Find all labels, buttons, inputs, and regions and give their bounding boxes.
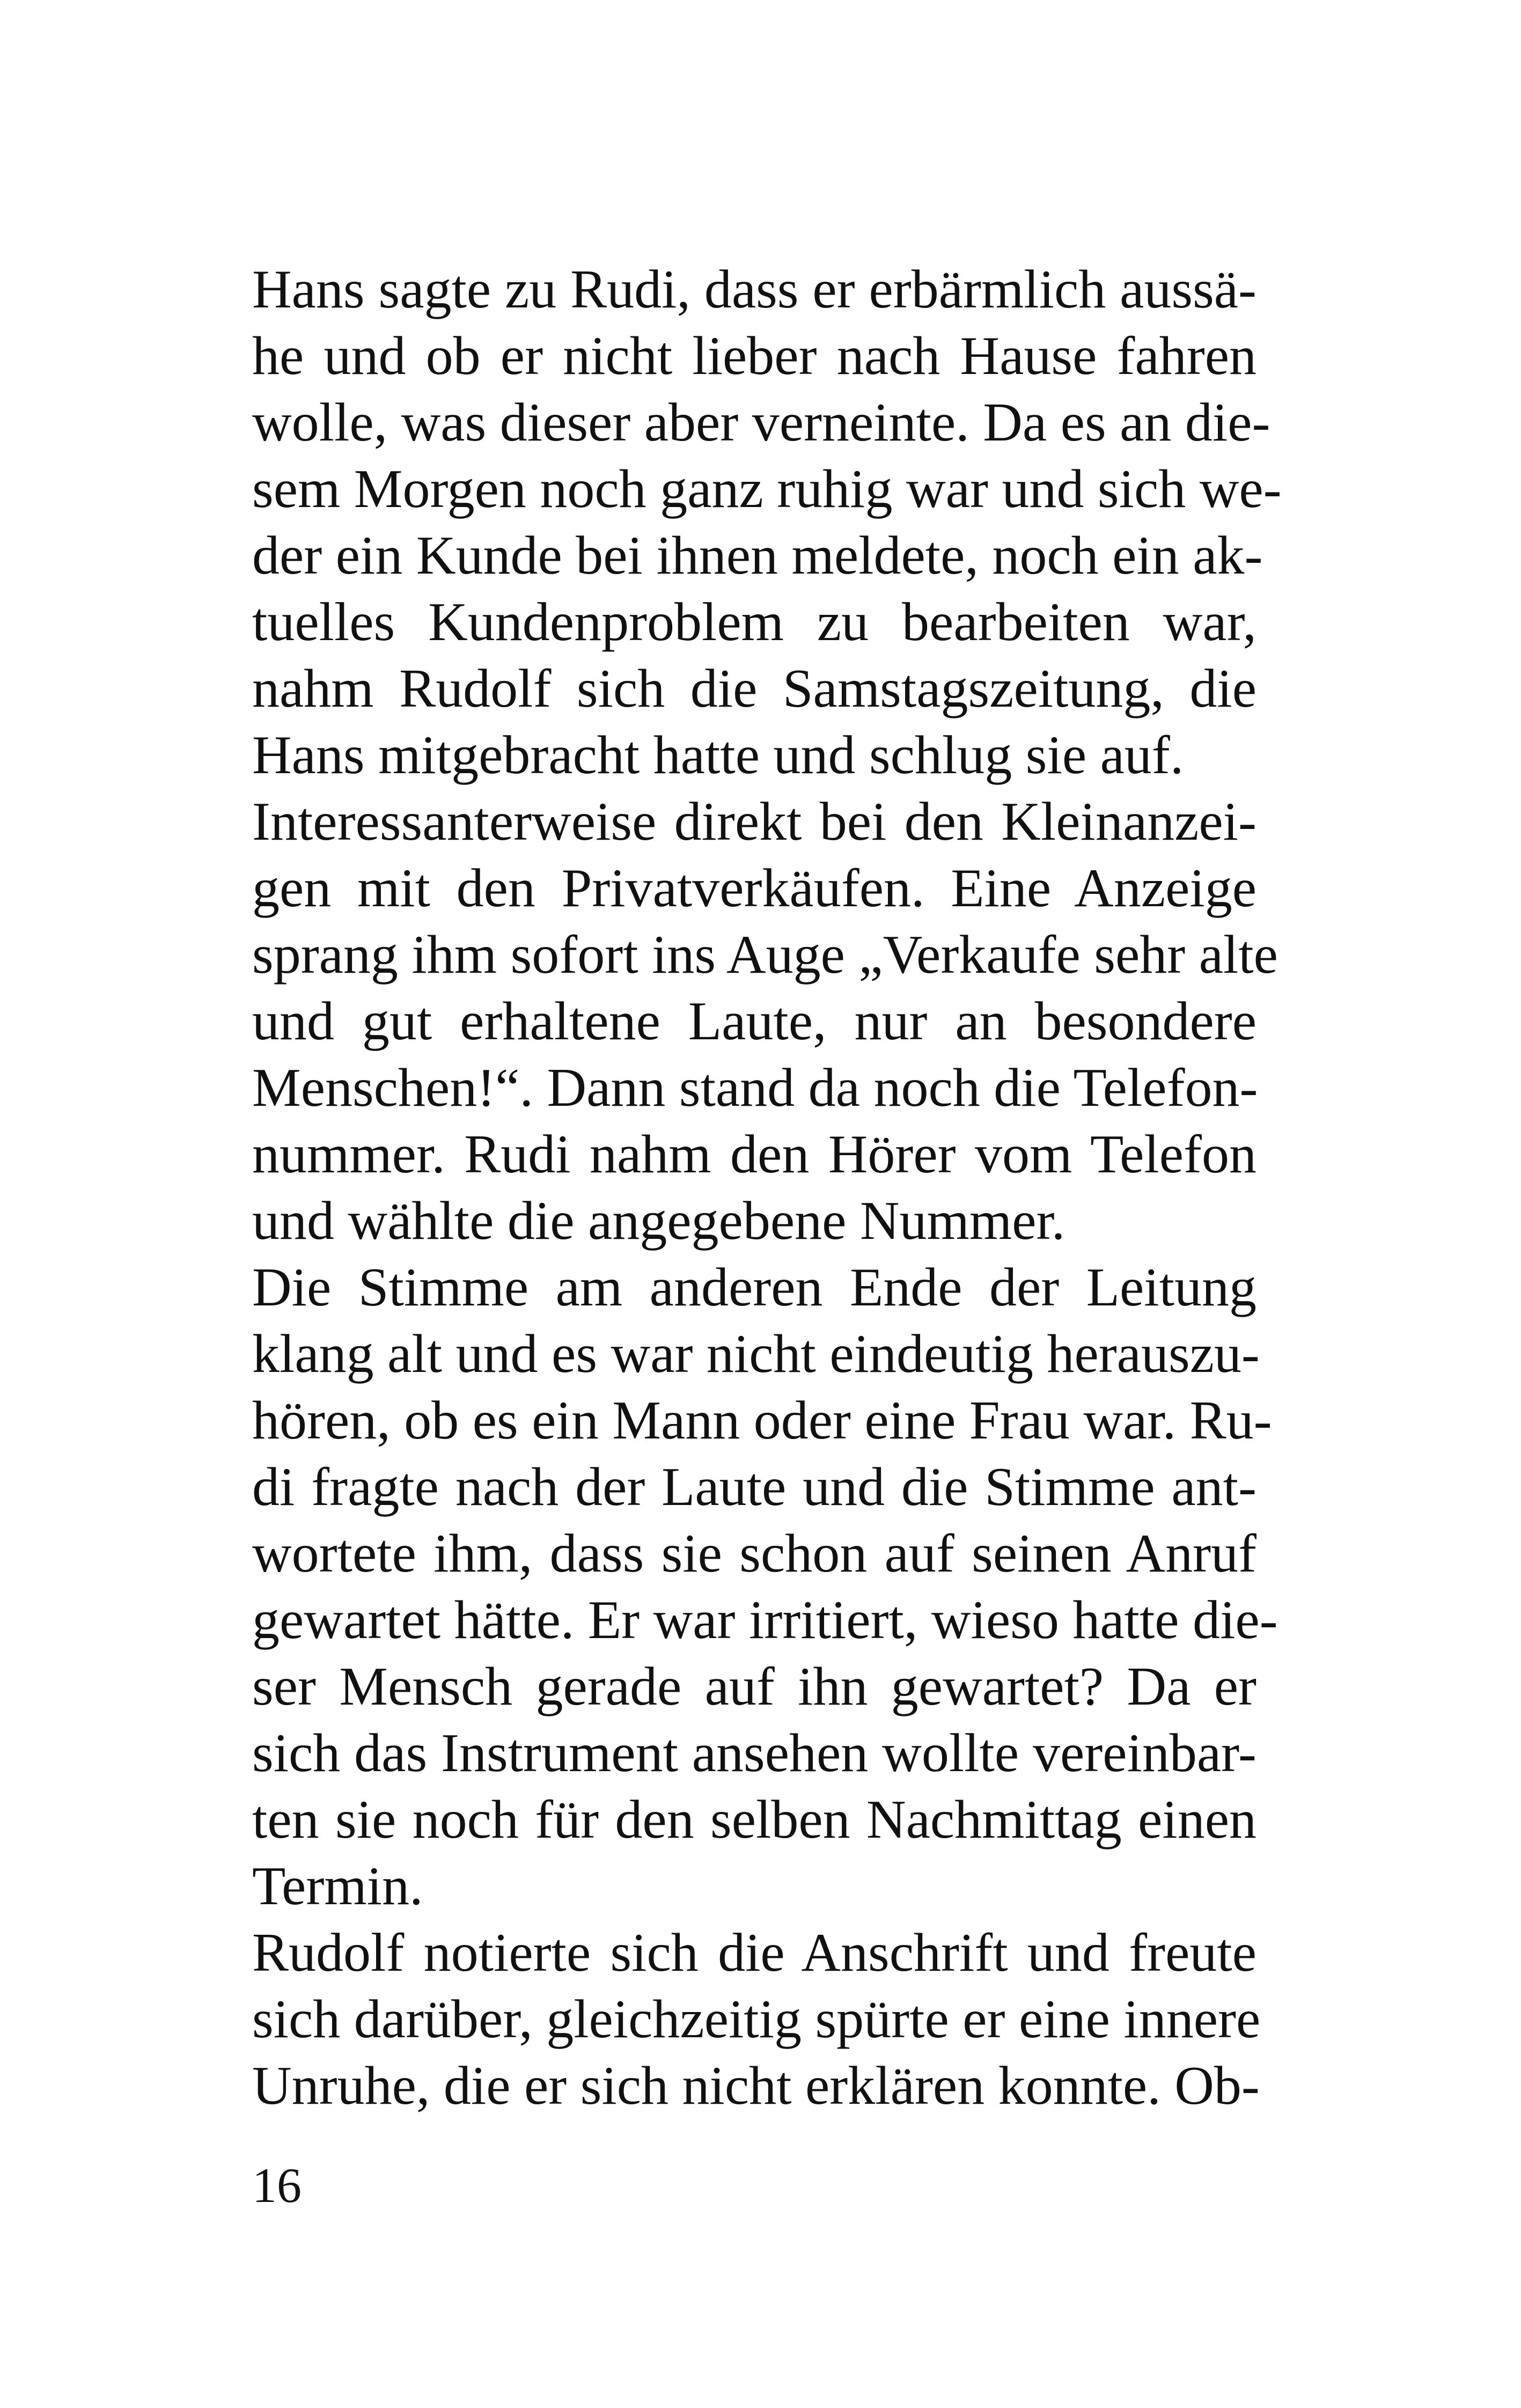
text-line: und wählte die angegebene Nummer. (252, 1191, 1066, 1251)
text-line: Die Stimme am anderen Ende der Leitung (252, 1257, 1257, 1318)
body-text (252, 256, 1282, 2119)
text-line: tuelles Kundenproblem zu bearbeiten war, (252, 592, 1257, 652)
text-line: gewartet hätte. Er war irritiert, wieso hatte die- (252, 1590, 1278, 1650)
text-line: sich darüber, gleichzeitig spürte er eine innere (252, 1989, 1261, 2050)
text-line: sprang ihm sofort ins Auge „Verkaufe sehr alte (252, 924, 1278, 985)
text-line: Interessanterweise direkt bei den Kleinanzei- (252, 791, 1257, 852)
text-line: wolle, was dieser aber verneinte. Da es an die- (252, 392, 1270, 453)
text-line: Rudolf notierte sich die Anschrift und freute (252, 1922, 1257, 1983)
text-line: Termin. (252, 1856, 423, 1917)
text-line: gen mit den Privatverkäufen. Eine Anzeige (252, 858, 1257, 919)
text-line: sich das Instrument ansehen wollte vereinbar- (252, 1723, 1257, 1783)
text-line: ser Mensch gerade auf ihn gewartet? Da er (252, 1656, 1257, 1717)
text-line: und gut erhaltene Laute, nur an besondere (252, 991, 1257, 1052)
text-line: he und ob er nicht lieber nach Hause fahren (252, 326, 1257, 386)
text-line: Hans mitgebracht hatte und schlug sie auf. (252, 725, 1184, 785)
text-line: nummer. Rudi nahm den Hörer vom Telefon (252, 1124, 1257, 1185)
text-line: nahm Rudolf sich die Samstagszeitung, die (252, 658, 1257, 719)
text-line: Hans sagte zu Rudi, dass er erbärmlich aussä- (252, 259, 1257, 320)
text-line: der ein Kunde bei ihnen meldete, noch ein ak- (252, 525, 1263, 586)
text-line: sem Morgen noch ganz ruhig war und sich we- (252, 459, 1282, 519)
text-line: di fragte nach der Laute und die Stimme ant- (252, 1457, 1257, 1517)
text-line: wortete ihm, dass sie schon auf seinen Anruf (252, 1523, 1257, 1584)
text-line: klang alt und es war nicht eindeutig herauszu- (252, 1324, 1260, 1384)
text-line: Unruhe, die er sich nicht erklären konnte. Ob- (252, 2055, 1260, 2116)
text-line: ten sie noch für den selben Nachmittag einen (252, 1789, 1257, 1850)
text-line: hören, ob es ein Mann oder eine Frau war. Ru- (252, 1390, 1272, 1451)
page-number: 16 (252, 2158, 302, 2213)
text-line: Menschen!“. Dann stand da noch die Telefon- (252, 1058, 1258, 1118)
